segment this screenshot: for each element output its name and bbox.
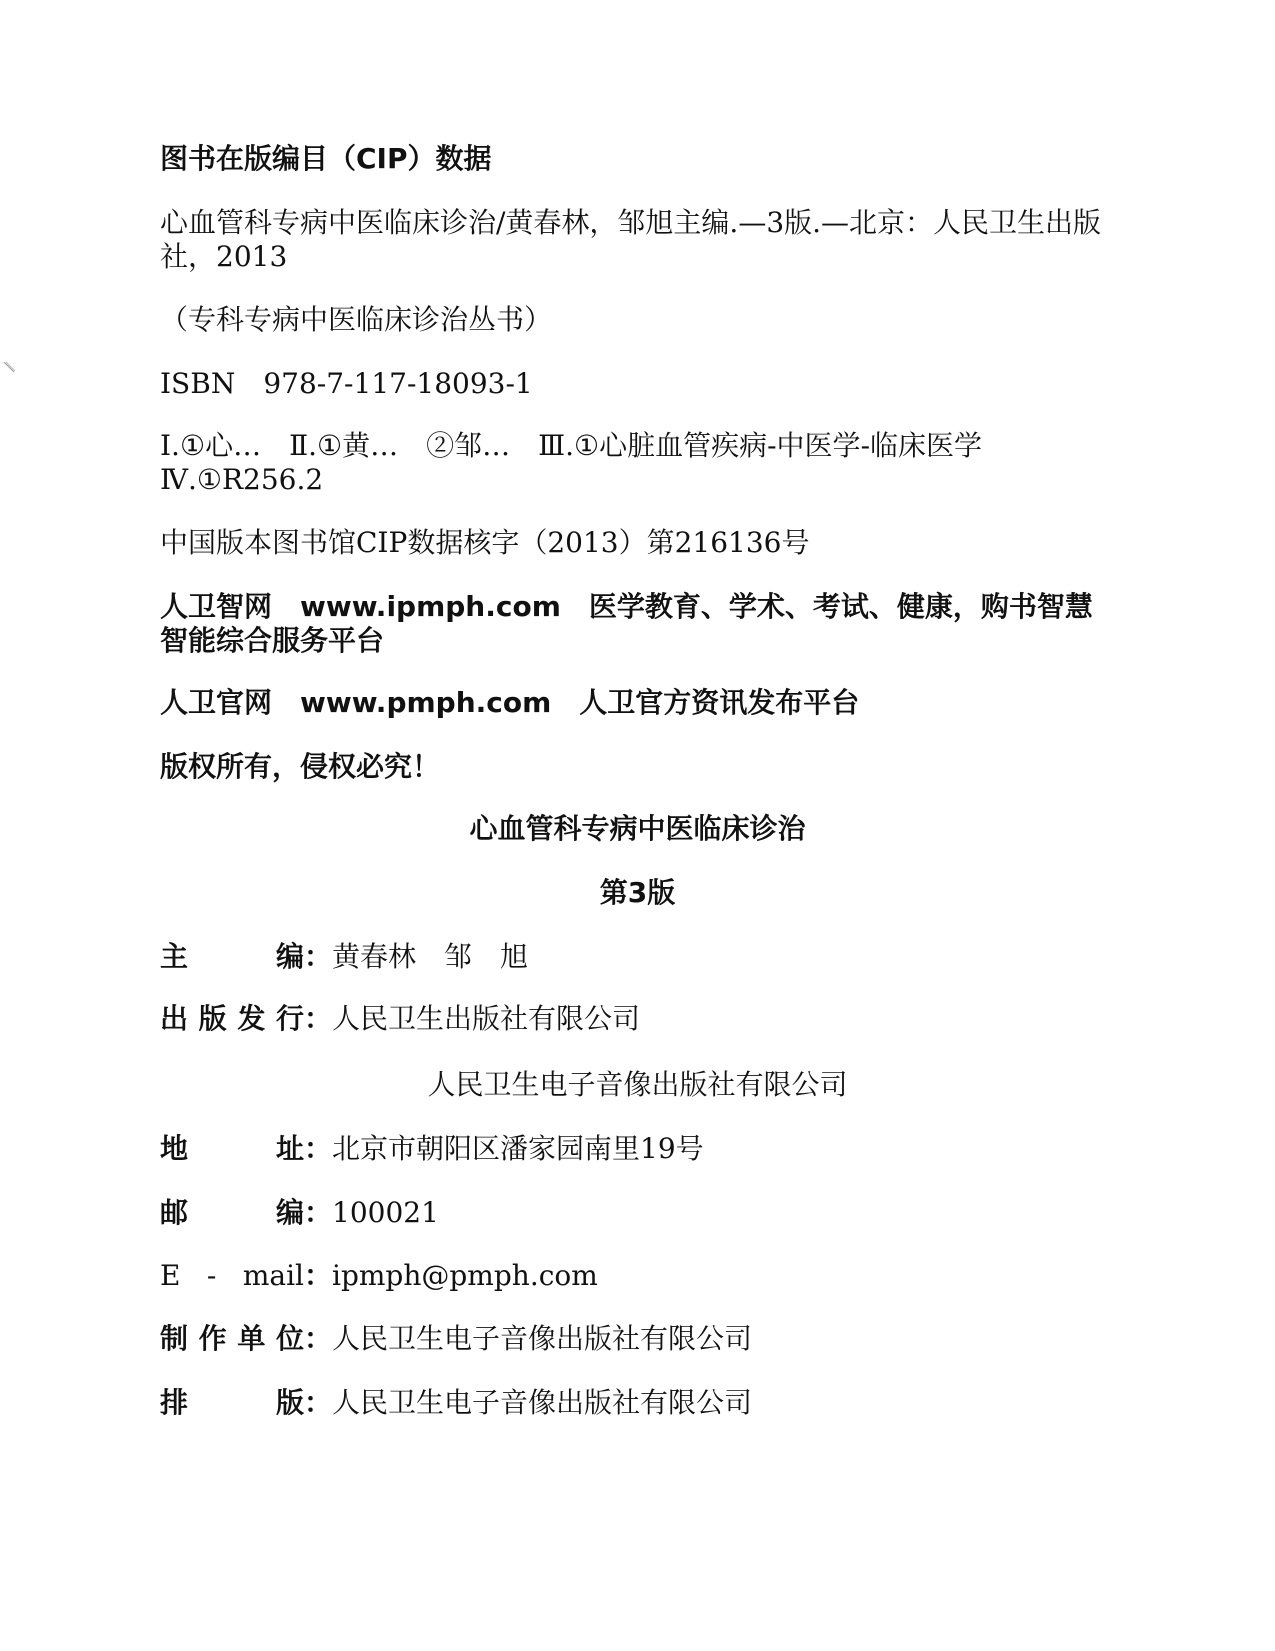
typesetting-row (160, 1386, 752, 1420)
email-value: ipmph@pmph.com (332, 1259, 598, 1292)
publisher-row (160, 1002, 640, 1036)
producer-label: 制作单位 (160, 1322, 304, 1355)
isbn: ISBN 978-7-117-18093-1 (160, 367, 533, 400)
edition: 第3版 (599, 876, 676, 909)
producer-value: 人民卫生电子音像出版社有限公司 (332, 1322, 753, 1355)
book-title: 心血管科专病中医临床诊治 (469, 812, 806, 845)
colon: ： (304, 1386, 333, 1419)
postcode-row (160, 1196, 439, 1230)
colon: ： (304, 940, 333, 973)
typesetting-value: 人民卫生电子音像出版社有限公司 (332, 1386, 753, 1419)
email-label: E - mail (160, 1259, 304, 1292)
editor-label: 主编 (160, 940, 304, 973)
typesetting-label: 排版 (160, 1386, 304, 1419)
corner-mark-icon (2, 360, 16, 374)
colon: ： (304, 1132, 333, 1165)
email-row (160, 1259, 598, 1293)
colon: ： (304, 1196, 333, 1229)
cip-entry: 心血管科专病中医临床诊治/黄春林，邹旭主编.—3版.—北京：人民卫生出版社，2013 (160, 206, 1102, 273)
cip-header: 图书在版编目（CIP）数据 (160, 142, 492, 175)
ipmph-line: 人卫智网 www.ipmph.com 医学教育、学术、考试、健康，购书智慧智能综合服务平台 (160, 590, 1093, 657)
classification: Ⅰ.①心… Ⅱ.①黄… ②邹… Ⅲ.①心脏血管疾病-中医学-临床医学 Ⅳ.①R256.2 (160, 429, 1011, 496)
postcode-label: 邮编 (160, 1196, 304, 1229)
pmph-line: 人卫官网 www.pmph.com 人卫官方资讯发布平台 (160, 686, 860, 719)
editor-value: 黄春林 邹 旭 (332, 940, 529, 973)
colon: ： (304, 1259, 333, 1292)
producer-row (160, 1322, 752, 1356)
series-title: （专科专病中医临床诊治丛书） (160, 303, 553, 336)
publisher-2: 人民卫生电子音像出版社有限公司 (427, 1068, 848, 1101)
editor-row (160, 940, 528, 974)
cip-number: 中国版本图书馆CIP数据核字（2013）第216136号 (160, 526, 810, 559)
address-row (160, 1132, 704, 1166)
publisher-label: 出版发行 (160, 1002, 304, 1035)
address-value: 北京市朝阳区潘家园南里19号 (332, 1132, 704, 1165)
copyright-notice: 版权所有，侵权必究！ (160, 750, 441, 783)
address-label: 地址 (160, 1132, 304, 1165)
publisher-value: 人民卫生出版社有限公司 (332, 1002, 641, 1035)
postcode-value: 100021 (332, 1196, 439, 1229)
colon: ： (304, 1322, 333, 1355)
colon: ： (304, 1002, 333, 1035)
